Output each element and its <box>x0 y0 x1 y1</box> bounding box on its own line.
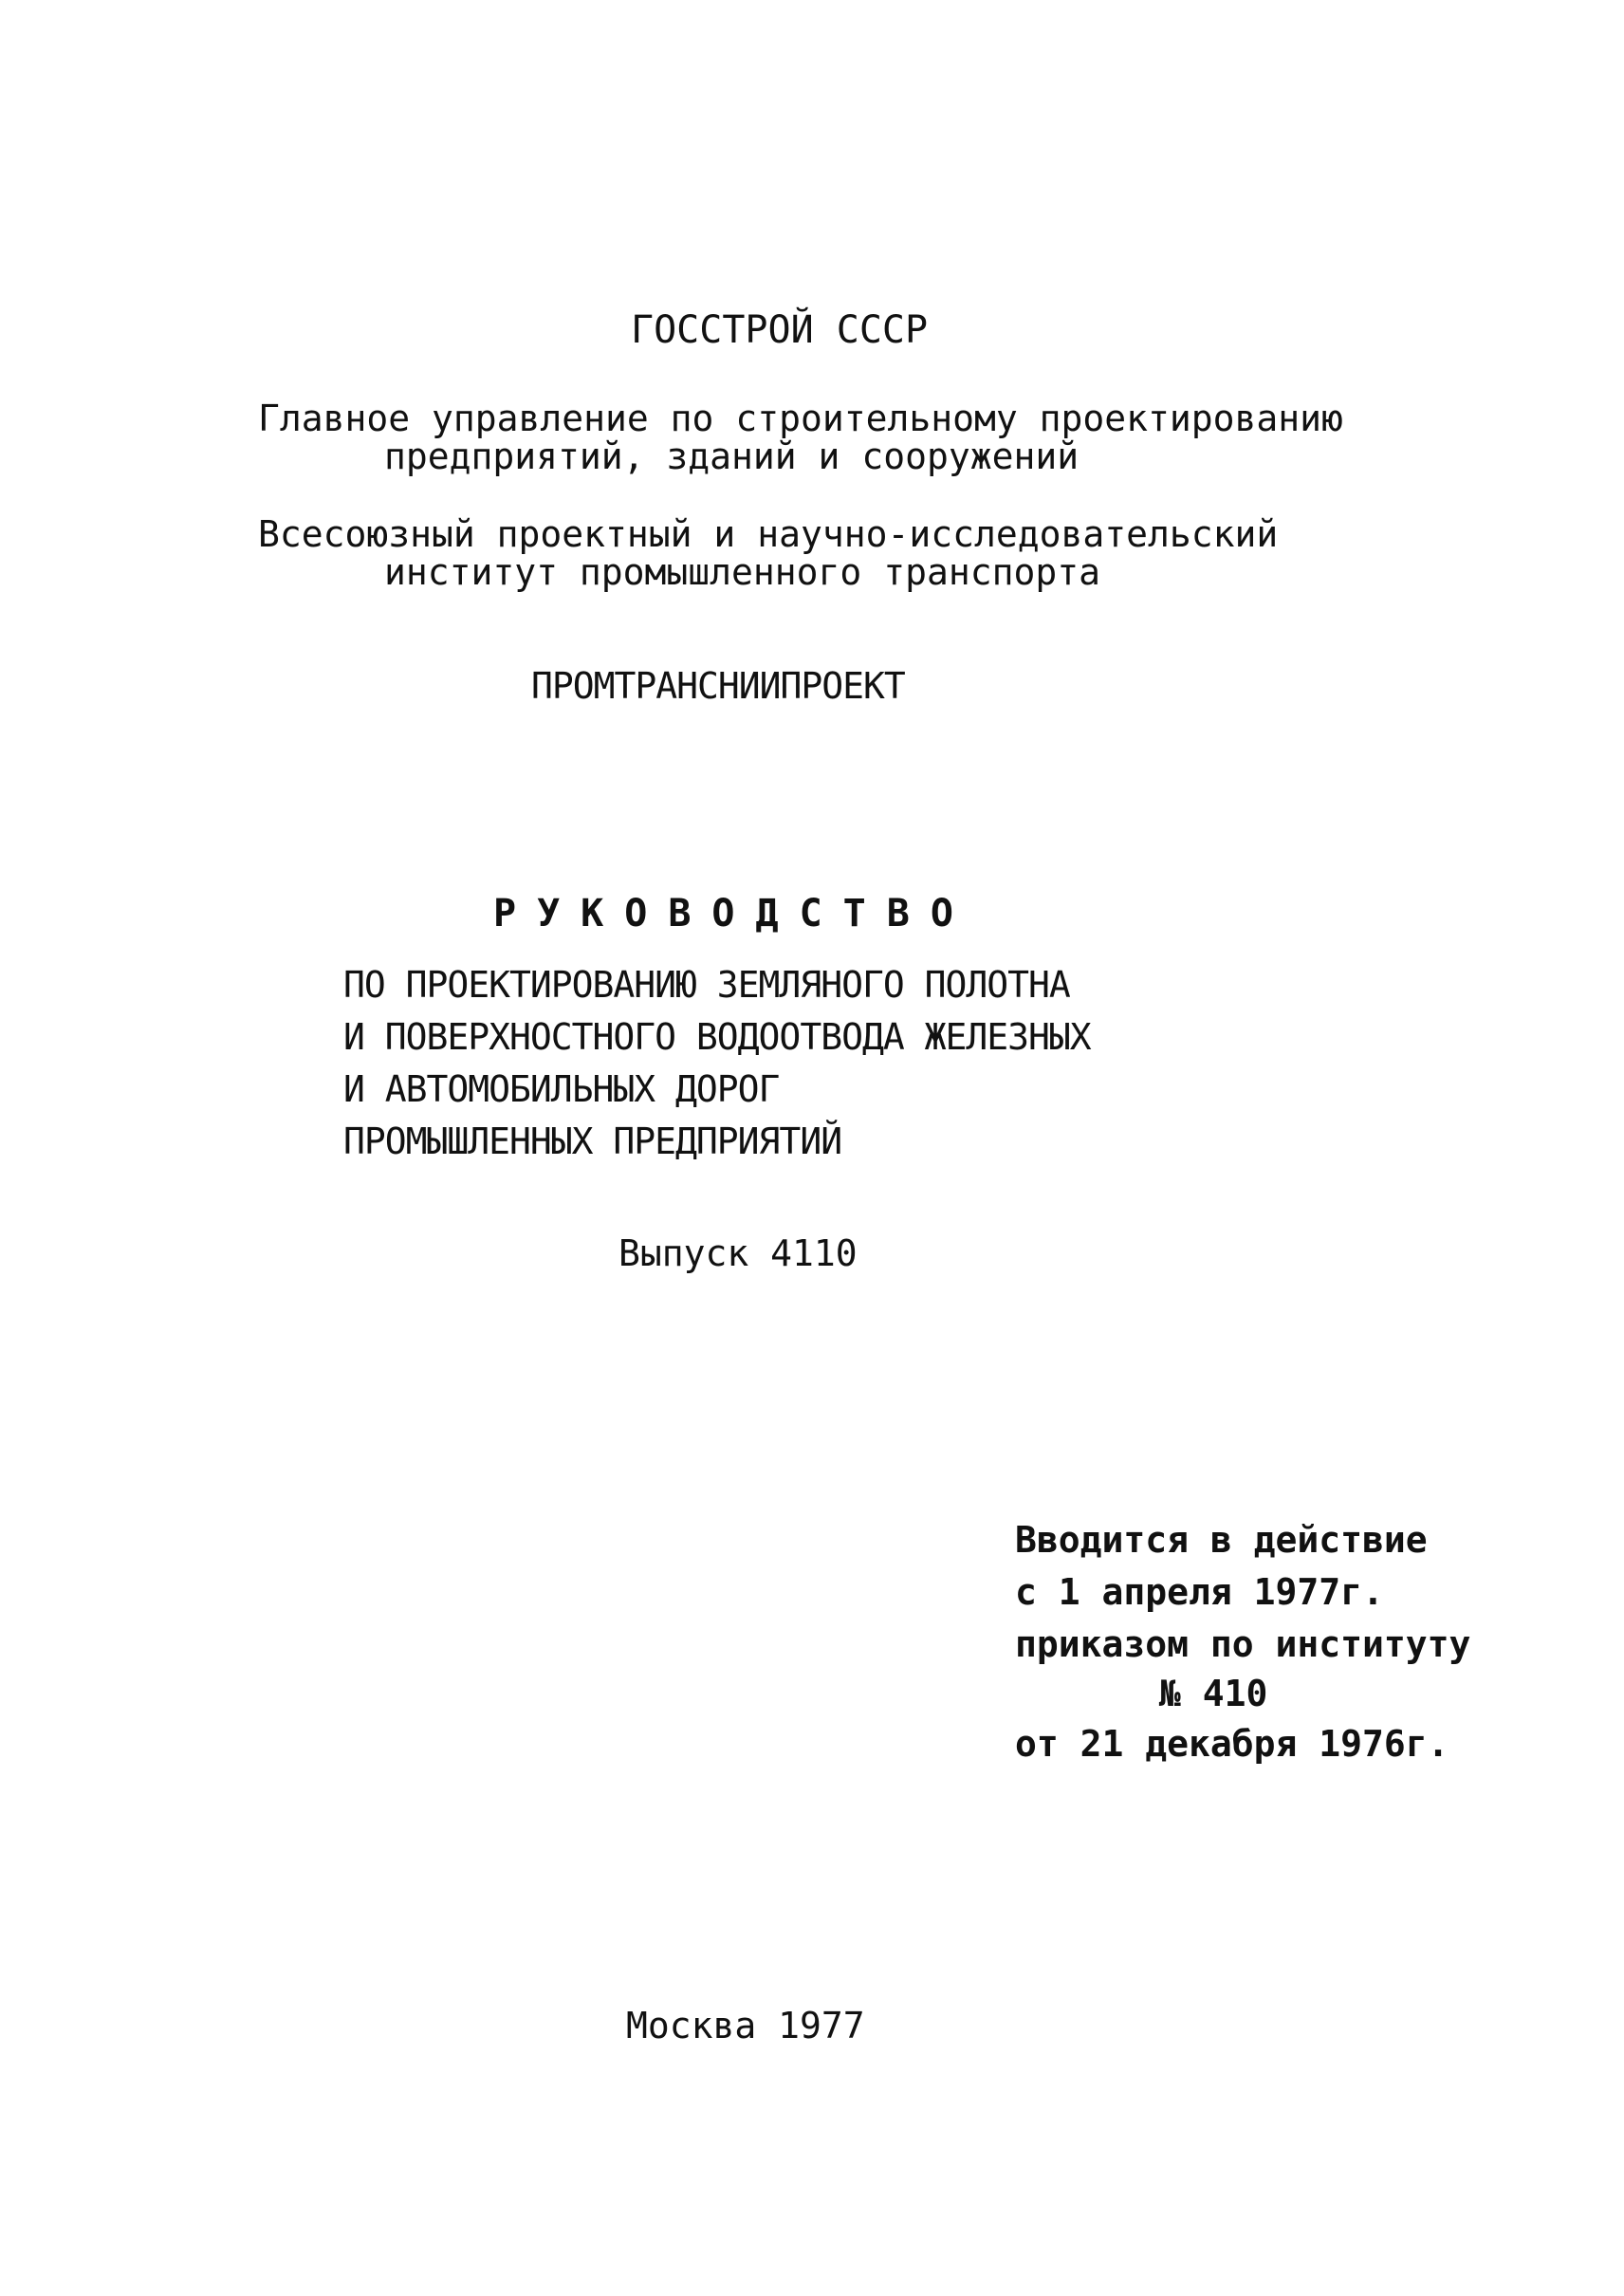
approval-line-2: с 1 апреля 1977г. <box>1015 1571 1384 1613</box>
dept-line-1: Главное управление по строительному проектированию <box>258 398 1343 439</box>
issue-number: Выпуск 4110 <box>618 1232 858 1274</box>
subtitle-line-4: ПРОМЫШЛЕННЫХ ПРЕДПРИЯТИЙ <box>343 1120 842 1162</box>
subtitle-line-3: И АВТОМОБИЛЬНЫХ ДОРОГ <box>343 1068 780 1110</box>
subtitle-line-2: И ПОВЕРХНОСТНОГО ВОДООТВОДА ЖЕЛЕЗНЫХ <box>343 1016 1091 1058</box>
approval-line-1: Вводится в действие <box>1015 1519 1428 1561</box>
place-and-year: Москва 1977 <box>626 2005 865 2046</box>
institute-line-2: институт промышленного транспорта <box>384 551 1100 593</box>
subtitle-line-1: ПО ПРОЕКТИРОВАНИЮ ЗЕМЛЯНОГО ПОЛОТНА <box>343 964 1070 1006</box>
approval-order-number: № 410 <box>1159 1673 1268 1714</box>
institute-line-1: Всесоюзный проектный и научно-исследовательский <box>258 513 1279 555</box>
dept-line-2: предприятий, зданий и сооружений <box>384 435 1080 477</box>
institute-short-name: ПРОМТРАНСНИИПРОЕКТ <box>531 665 905 707</box>
org-name: ГОССТРОЙ СССР <box>631 308 929 352</box>
approval-line-5: от 21 декабря 1976г. <box>1015 1723 1449 1765</box>
document-title: РУКОВОДСТВО <box>493 892 974 935</box>
approval-line-3: приказом по институту <box>1015 1623 1471 1665</box>
